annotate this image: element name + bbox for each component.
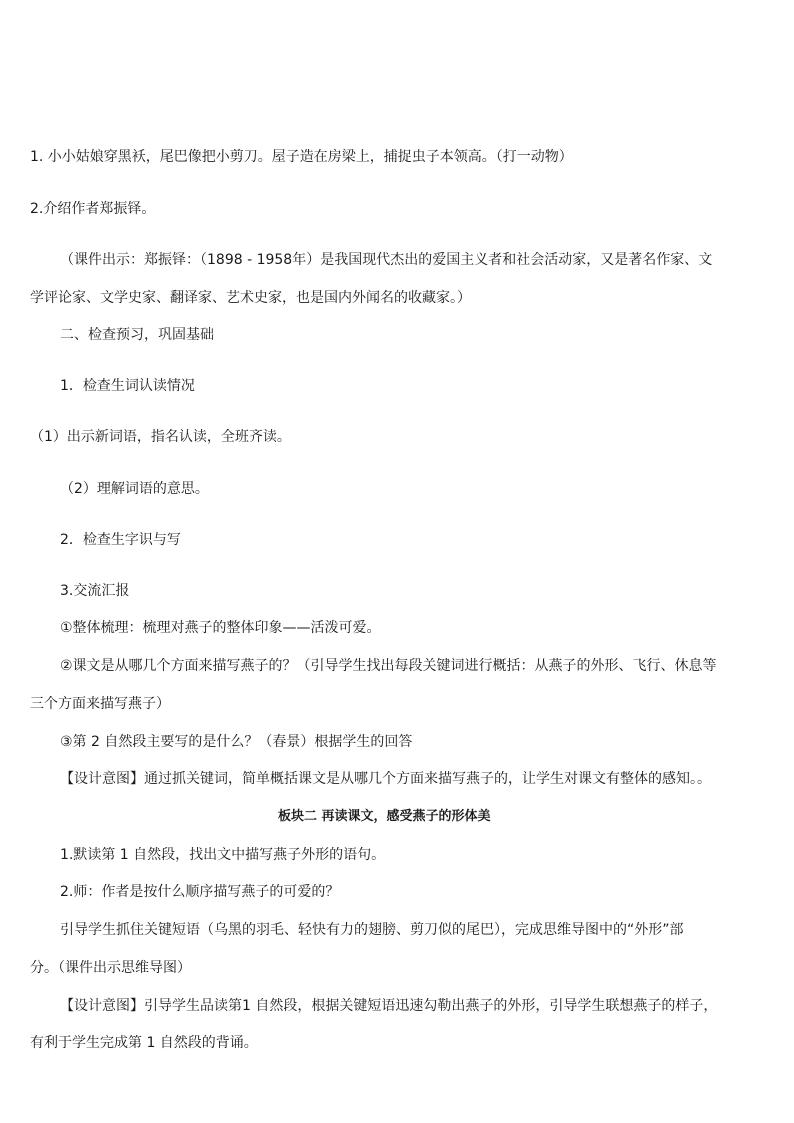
step-2: 2．检查生字识与写: [60, 532, 181, 548]
step-1: 1．检查生词认读情况: [60, 378, 195, 394]
section-2-heading: 二、检查预习，巩固基础: [60, 327, 214, 343]
design-intent-2-line-1: 【设计意图】引导学生品读第1 自然段，根据关键短语迅速勾勒出燕子的外形，引导学生联想燕子的样子，: [60, 998, 718, 1014]
block-2-step-1: 1.默读第 1 自然段，找出文中描写燕子外形的语句。: [60, 847, 386, 863]
design-intent-1: 【设计意图】通过抓关键词，简单概括课文是从哪几个方面来描写燕子的，让学生对课文有整体的感知。。: [60, 771, 711, 787]
guide-line-2: 分。（课件出示思维导图）: [30, 960, 191, 976]
step-1-b: （2）理解词语的意思。: [60, 481, 209, 497]
design-intent-2-line-2: 有利于学生完成第 1 自然段的背诵。: [30, 1035, 258, 1051]
item-3: ③第 2 自然段主要写的是什么？（春景）根据学生的回答: [60, 734, 413, 750]
step-1-a: （1）出示新词语，指名认读，全班齐读。: [30, 429, 291, 445]
riddle-line: 1. 小小姑娘穿黑袄，尾巴像把小剪刀。屋子造在房梁上，捕捉虫子本领高。（打一动物）: [30, 149, 573, 165]
courseware-line-1: （课件出示：郑振铎：（1898 - 1958年）是我国现代杰出的爱国主义者和社会活动家，又是著名作家、文: [60, 252, 713, 268]
step-3: 3.交流汇报: [60, 583, 130, 599]
block-2-heading: 板块二 再读课文，感受燕子的形体美: [278, 809, 491, 824]
courseware-line-2: 学评论家、文学史家、翻译家、艺术史家，也是国内外闻名的收藏家。）: [30, 290, 471, 306]
intro-author-line: 2.介绍作者郑振铎。: [30, 201, 156, 217]
block-2-step-2: 2.师：作者是按什么顺序描写燕子的可爱的？: [60, 884, 340, 900]
item-2-line-1: ②课文是从哪几个方面来描写燕子的？（引导学生找出每段关键词进行概括：从燕子的外形、飞行、休息等: [60, 658, 717, 674]
item-1: ①整体梳理：梳理对燕子的整体印象——活泼可爱。: [60, 620, 381, 636]
guide-line-1: 引导学生抓住关键短语（乌黑的羽毛、轻快有力的翅膀、剪刀似的尾巴），完成思维导图中的“外形”部: [60, 922, 684, 938]
item-2-line-2: 三个方面来描写燕子）: [30, 696, 170, 712]
